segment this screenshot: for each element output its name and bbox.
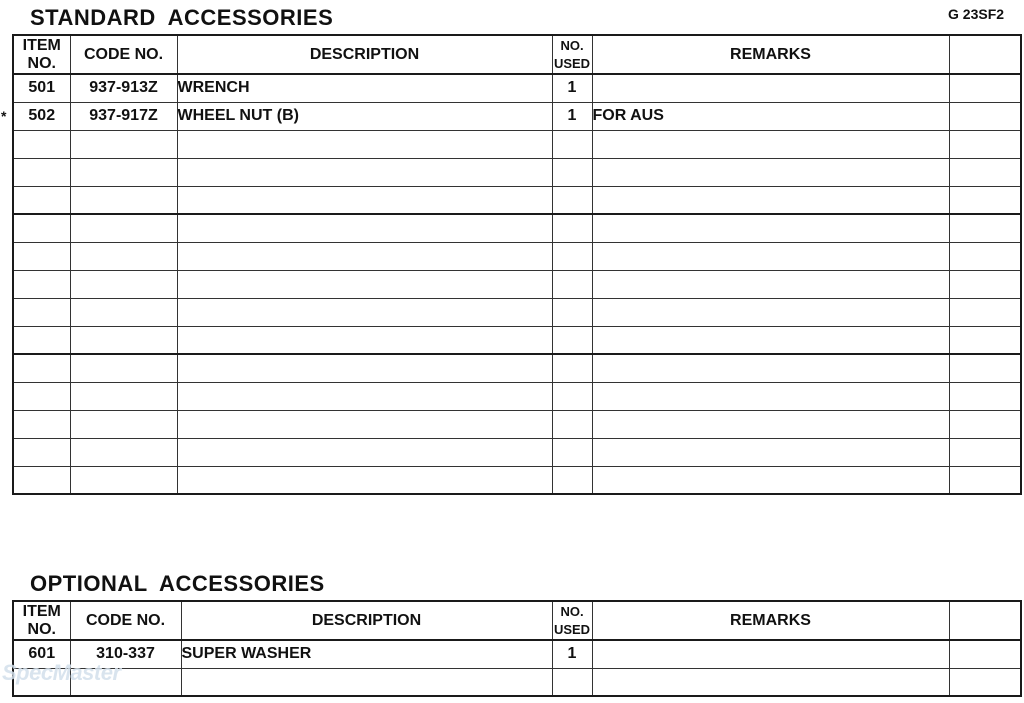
description-cell [177, 466, 552, 494]
description-cell: SUPER WASHER [181, 640, 552, 668]
optional-accessories-title: OPTIONAL ACCESSORIES [30, 571, 325, 596]
table-row [13, 102, 1021, 130]
remarks-cell [592, 466, 949, 494]
description-cell [177, 158, 552, 186]
extra-cell [949, 466, 1021, 494]
extra-cell [949, 270, 1021, 298]
extra-cell [949, 640, 1021, 668]
code-no-cell: 310-337 [70, 640, 181, 668]
table-row [13, 186, 1021, 214]
description-cell [177, 298, 552, 326]
item-no-cell: 502 [13, 102, 70, 130]
description-cell [177, 326, 552, 354]
table-row [13, 438, 1021, 466]
table-row [13, 74, 1021, 102]
item-no-cell [13, 326, 70, 354]
code-no-cell [70, 438, 177, 466]
description-cell [181, 668, 552, 696]
description-header: DESCRIPTION [181, 601, 552, 640]
extra-cell [949, 382, 1021, 410]
extra-cell [949, 298, 1021, 326]
remarks-cell [592, 640, 949, 668]
no-used-header: NO. USED [552, 601, 592, 640]
extra-cell [949, 102, 1021, 130]
code-no-cell [70, 130, 177, 158]
table-header-row [13, 35, 1021, 74]
code-no-cell [70, 270, 177, 298]
extra-cell [949, 74, 1021, 102]
table-row [13, 158, 1021, 186]
table-header-row [13, 601, 1021, 640]
extra-cell [949, 326, 1021, 354]
no-used-cell [552, 466, 592, 494]
code-no-cell [70, 214, 177, 242]
remarks-header: REMARKS [592, 601, 949, 640]
remarks-cell [592, 158, 949, 186]
description-cell: WHEEL NUT (B) [177, 102, 552, 130]
extra-cell [949, 410, 1021, 438]
remarks-cell [592, 186, 949, 214]
code-no-cell [70, 326, 177, 354]
extra-header [949, 35, 1021, 74]
extra-cell [949, 214, 1021, 242]
code-no-cell [70, 466, 177, 494]
description-cell [177, 354, 552, 382]
item-no-cell [13, 186, 70, 214]
remarks-cell [592, 130, 949, 158]
no-used-cell [552, 130, 592, 158]
remarks-cell [592, 298, 949, 326]
item-no-cell [13, 270, 70, 298]
page-code: G 23SF2 [948, 6, 1005, 22]
item-no-cell: 501 [13, 74, 70, 102]
no-used-cell: 1 [552, 102, 592, 130]
extra-cell [949, 438, 1021, 466]
remarks-cell [592, 382, 949, 410]
description-cell [177, 242, 552, 270]
table-row [13, 640, 1021, 668]
code-no-header: CODE NO. [70, 35, 177, 74]
code-no-cell [70, 298, 177, 326]
remarks-cell [592, 270, 949, 298]
code-no-header: CODE NO. [70, 601, 181, 640]
remarks-header: REMARKS [592, 35, 949, 74]
extra-cell [949, 158, 1021, 186]
item-no-cell [13, 242, 70, 270]
remarks-cell [592, 668, 949, 696]
description-cell: WRENCH [177, 74, 552, 102]
no-used-header: NO. USED [552, 35, 592, 74]
table-row [13, 298, 1021, 326]
description-cell [177, 186, 552, 214]
table-row [13, 668, 1021, 696]
item-no-cell [13, 354, 70, 382]
no-used-cell [552, 668, 592, 696]
watermark-logo: SpecMaster [2, 660, 121, 685]
table-row [13, 354, 1021, 382]
extra-header [949, 601, 1021, 640]
description-cell [177, 410, 552, 438]
extra-cell [949, 242, 1021, 270]
code-no-cell [70, 186, 177, 214]
code-no-cell: 937-913Z [70, 74, 177, 102]
description-cell [177, 438, 552, 466]
table-row [13, 410, 1021, 438]
item-no-cell [13, 410, 70, 438]
table-row [13, 214, 1021, 242]
standard-accessories-table [12, 34, 1022, 495]
table-row [13, 242, 1021, 270]
no-used-cell: 1 [552, 640, 592, 668]
remarks-cell [592, 410, 949, 438]
no-used-cell [552, 242, 592, 270]
code-no-cell [70, 158, 177, 186]
description-cell [177, 382, 552, 410]
remarks-cell: FOR AUS [592, 102, 949, 130]
remarks-cell [592, 214, 949, 242]
no-used-cell: 1 [552, 74, 592, 102]
optional-accessories-table [12, 600, 1022, 697]
no-used-cell [552, 186, 592, 214]
description-header: DESCRIPTION [177, 35, 552, 74]
extra-cell [949, 354, 1021, 382]
item-no-cell [13, 130, 70, 158]
no-used-cell [552, 410, 592, 438]
item-no-cell [13, 438, 70, 466]
remarks-cell [592, 354, 949, 382]
extra-cell [949, 186, 1021, 214]
description-cell [177, 214, 552, 242]
extra-cell [949, 130, 1021, 158]
item-marker: * [1, 108, 7, 124]
item-no-cell [13, 382, 70, 410]
code-no-cell [70, 410, 177, 438]
table-row [13, 130, 1021, 158]
no-used-cell [552, 298, 592, 326]
description-cell [177, 130, 552, 158]
table-row [13, 326, 1021, 354]
no-used-cell [552, 326, 592, 354]
remarks-cell [592, 242, 949, 270]
table-row [13, 270, 1021, 298]
table-row [13, 466, 1021, 494]
item-no-header: ITEM NO. [13, 601, 70, 640]
table-row [13, 382, 1021, 410]
item-no-cell [13, 298, 70, 326]
standard-accessories-title: STANDARD ACCESSORIES [30, 5, 334, 30]
item-no-cell: 601 [13, 640, 70, 668]
no-used-cell [552, 438, 592, 466]
item-no-header: ITEM NO. [13, 35, 70, 74]
no-used-cell [552, 382, 592, 410]
item-no-cell [13, 214, 70, 242]
code-no-cell [70, 382, 177, 410]
remarks-cell [592, 74, 949, 102]
item-no-cell [13, 466, 70, 494]
no-used-cell [552, 270, 592, 298]
extra-cell [949, 668, 1021, 696]
code-no-cell: 937-917Z [70, 102, 177, 130]
no-used-cell [552, 158, 592, 186]
remarks-cell [592, 438, 949, 466]
code-no-cell [70, 354, 177, 382]
code-no-cell [70, 242, 177, 270]
no-used-cell [552, 354, 592, 382]
remarks-cell [592, 326, 949, 354]
no-used-cell [552, 214, 592, 242]
item-no-cell [13, 158, 70, 186]
description-cell [177, 270, 552, 298]
